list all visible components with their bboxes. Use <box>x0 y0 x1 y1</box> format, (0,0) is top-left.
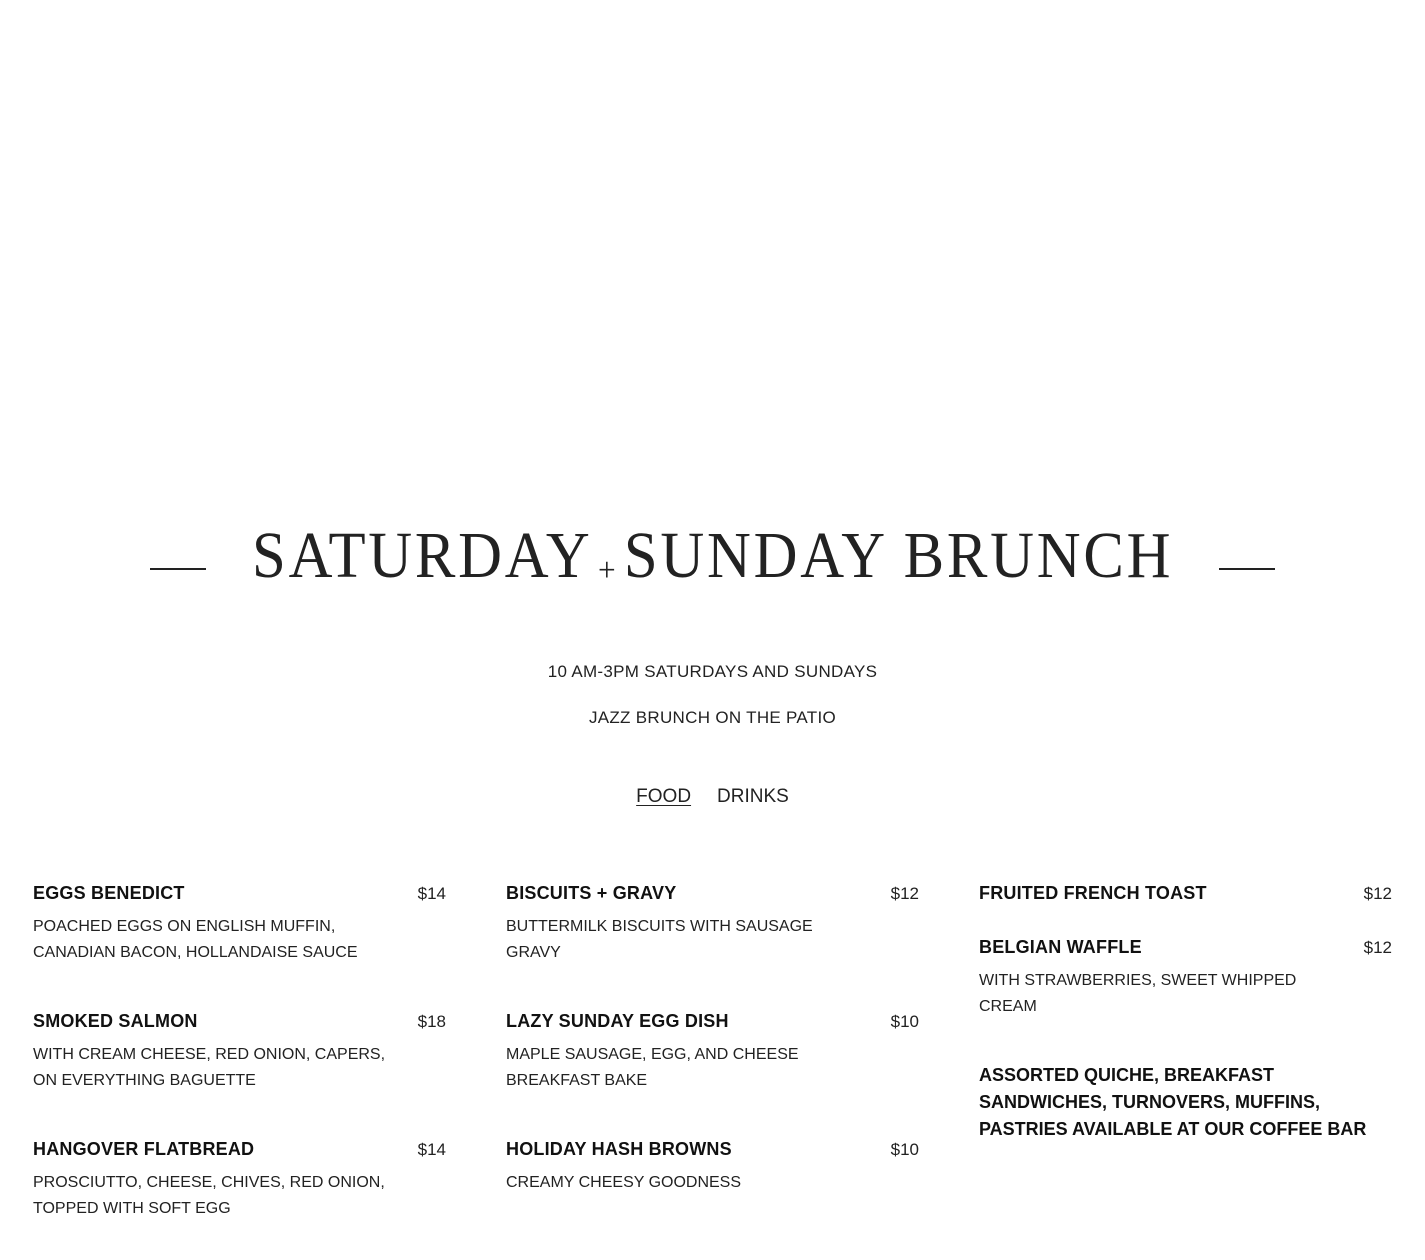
menu-item-name: HANGOVER FLATBREAD <box>33 1139 255 1159</box>
menu-column-1 <box>33 880 446 1260</box>
coffee-bar-note: ASSORTED QUICHE, BREAKFAST SANDWICHES, TURNOVERS, MUFFINS, PASTRIES AVAILABLE AT OUR COFFEE BAR <box>979 1065 1367 1139</box>
menu-item-description: WITH CREAM CHEESE, RED ONION, CAPERS, ON EVERYTHING BAGUETTE <box>33 1046 386 1089</box>
menu-item-description: CREAMY CHEESY GOODNESS <box>506 1174 742 1191</box>
menu-item <box>33 880 446 966</box>
title-dash-left <box>150 568 206 570</box>
menu-item-price: $14 <box>417 884 446 903</box>
menu-item <box>506 1136 919 1196</box>
page-title-text <box>252 517 1173 606</box>
title-dash-right <box>1219 568 1275 570</box>
hero-image-area <box>0 0 1425 480</box>
menu-item-price: $12 <box>890 884 919 903</box>
menu-column-2 <box>506 880 919 1238</box>
menu-item <box>506 880 919 966</box>
menu-tabs <box>0 786 1425 808</box>
title-right: SUNDAY BRUNCH <box>623 518 1174 592</box>
menu-item-price: $10 <box>890 1012 919 1031</box>
menu-item-description: BUTTERMILK BISCUITS WITH SAUSAGE GRAVY <box>506 918 813 961</box>
menu-item-description: WITH STRAWBERRIES, SWEET WHIPPED CREAM <box>979 972 1297 1015</box>
hours-text: 10 AM-3PM SATURDAYS AND SUNDAYS <box>547 662 878 681</box>
menu-item <box>979 934 1392 1020</box>
title-left: SATURDAY <box>251 518 593 592</box>
menu-item-price: $12 <box>1363 884 1392 903</box>
menu-item-description: POACHED EGGS ON ENGLISH MUFFIN, CANADIAN BACON, HOLLANDAISE SAUCE <box>33 918 358 961</box>
menu-item-name: HOLIDAY HASH BROWNS <box>506 1139 732 1159</box>
menu-item-price: $14 <box>417 1140 446 1159</box>
page-title <box>0 518 1425 600</box>
menu-column-3 <box>979 880 1392 1143</box>
menu-item-name: EGGS BENEDICT <box>33 883 185 903</box>
menu-item-description: MAPLE SAUSAGE, EGG, AND CHEESE BREAKFAST BAKE <box>506 1046 799 1089</box>
menu-item-price: $18 <box>417 1012 446 1031</box>
menu-item <box>979 880 1392 906</box>
menu-item-name: FRUITED FRENCH TOAST <box>979 883 1207 903</box>
menu-item <box>33 1136 446 1222</box>
menu-item <box>33 1008 446 1094</box>
tab-drinks[interactable]: DRINKS <box>717 786 789 807</box>
menu-item <box>506 1008 919 1094</box>
menu-item-price: $12 <box>1363 938 1392 957</box>
menu-item-description: PROSCIUTTO, CHEESE, CHIVES, RED ONION, TOPPED WITH SOFT EGG <box>33 1174 385 1217</box>
menu-item-name: SMOKED SALMON <box>33 1011 198 1031</box>
menu-item-price: $10 <box>890 1140 919 1159</box>
tab-food[interactable]: FOOD <box>636 786 692 807</box>
tagline-text: JAZZ BRUNCH ON THE PATIO <box>588 708 837 727</box>
title-plus: + <box>597 551 619 589</box>
menu-item-name: LAZY SUNDAY EGG DISH <box>506 1011 729 1031</box>
menu-item-name: BISCUITS + GRAVY <box>506 883 677 903</box>
menu-item-name: BELGIAN WAFFLE <box>979 937 1142 957</box>
